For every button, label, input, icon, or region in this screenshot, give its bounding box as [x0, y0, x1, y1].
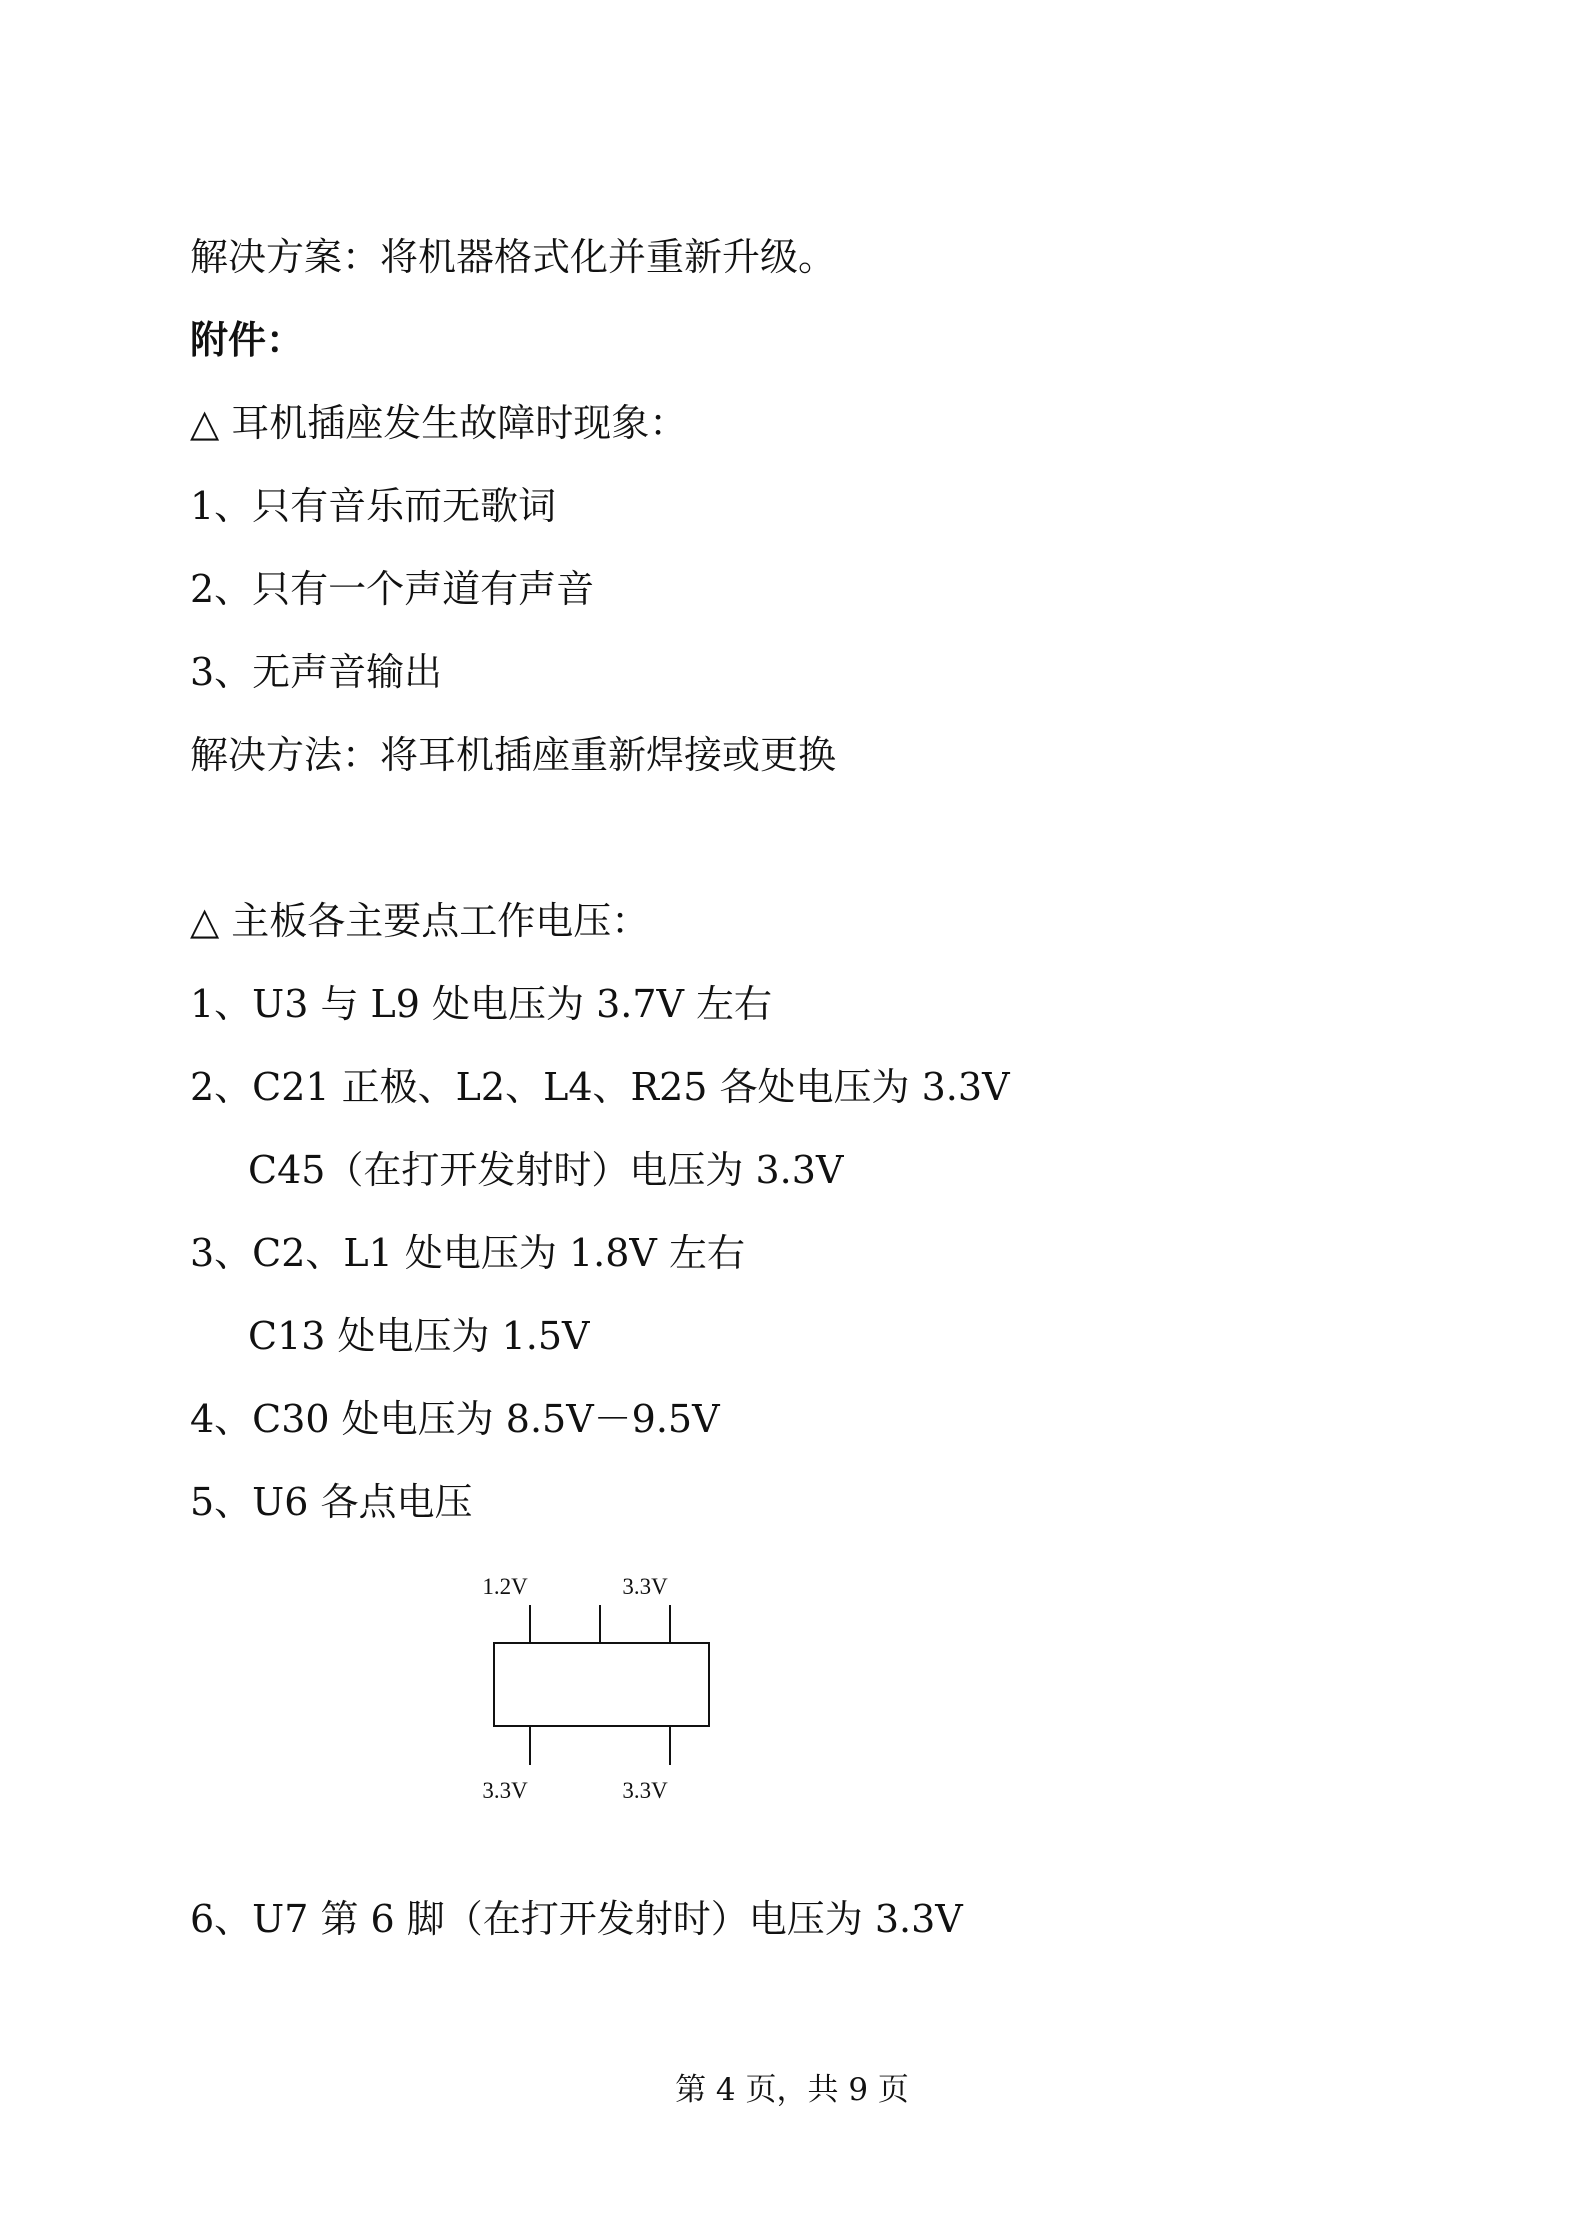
voltage-item-6: 6、U7 第 6 脚（在打开发射时）电压为 3.3V — [190, 1897, 963, 1941]
u6-chip-body — [494, 1643, 709, 1726]
headphone-item-1: 1、只有音乐而无歌词 — [190, 484, 557, 528]
u6-top-right-voltage: 3.3V — [622, 1574, 668, 1599]
voltage-item-4: 4、C30 处电压为 8.5V－9.5V — [190, 1397, 720, 1441]
voltage-item-5: 5、U6 各点电压 — [190, 1480, 473, 1524]
page-footer: 第 4 页，共 9 页 — [675, 2072, 909, 2108]
headphone-heading: △ 耳机插座发生故障时现象： — [190, 401, 688, 445]
voltage-item-2-sub: C45（在打开发射时）电压为 3.3V — [248, 1148, 844, 1192]
solution-text: 解决方案：将机器格式化并重新升级。 — [190, 235, 837, 279]
u6-pin-diagram — [470, 1565, 750, 1835]
voltage-item-3: 3、C2、L1 处电压为 1.8V 左右 — [190, 1231, 745, 1275]
headphone-item-2: 2、只有一个声道有声音 — [190, 567, 595, 611]
voltage-item-1: 1、U3 与 L9 处电压为 3.7V 左右 — [190, 982, 773, 1026]
voltage-heading: △ 主板各主要点工作电压： — [190, 899, 650, 943]
voltage-item-3-sub: C13 处电压为 1.5V — [248, 1314, 590, 1358]
headphone-item-3: 3、无声音输出 — [190, 650, 443, 694]
u6-bottom-right-voltage: 3.3V — [622, 1778, 668, 1803]
headphone-solution: 解决方法：将耳机插座重新焊接或更换 — [190, 733, 837, 777]
u6-top-left-voltage: 1.2V — [482, 1574, 528, 1599]
voltage-item-2: 2、C21 正极、L2、L4、R25 各处电压为 3.3V — [190, 1065, 1010, 1109]
u6-bottom-left-voltage: 3.3V — [482, 1778, 528, 1803]
attachment-heading: 附件： — [190, 317, 305, 362]
